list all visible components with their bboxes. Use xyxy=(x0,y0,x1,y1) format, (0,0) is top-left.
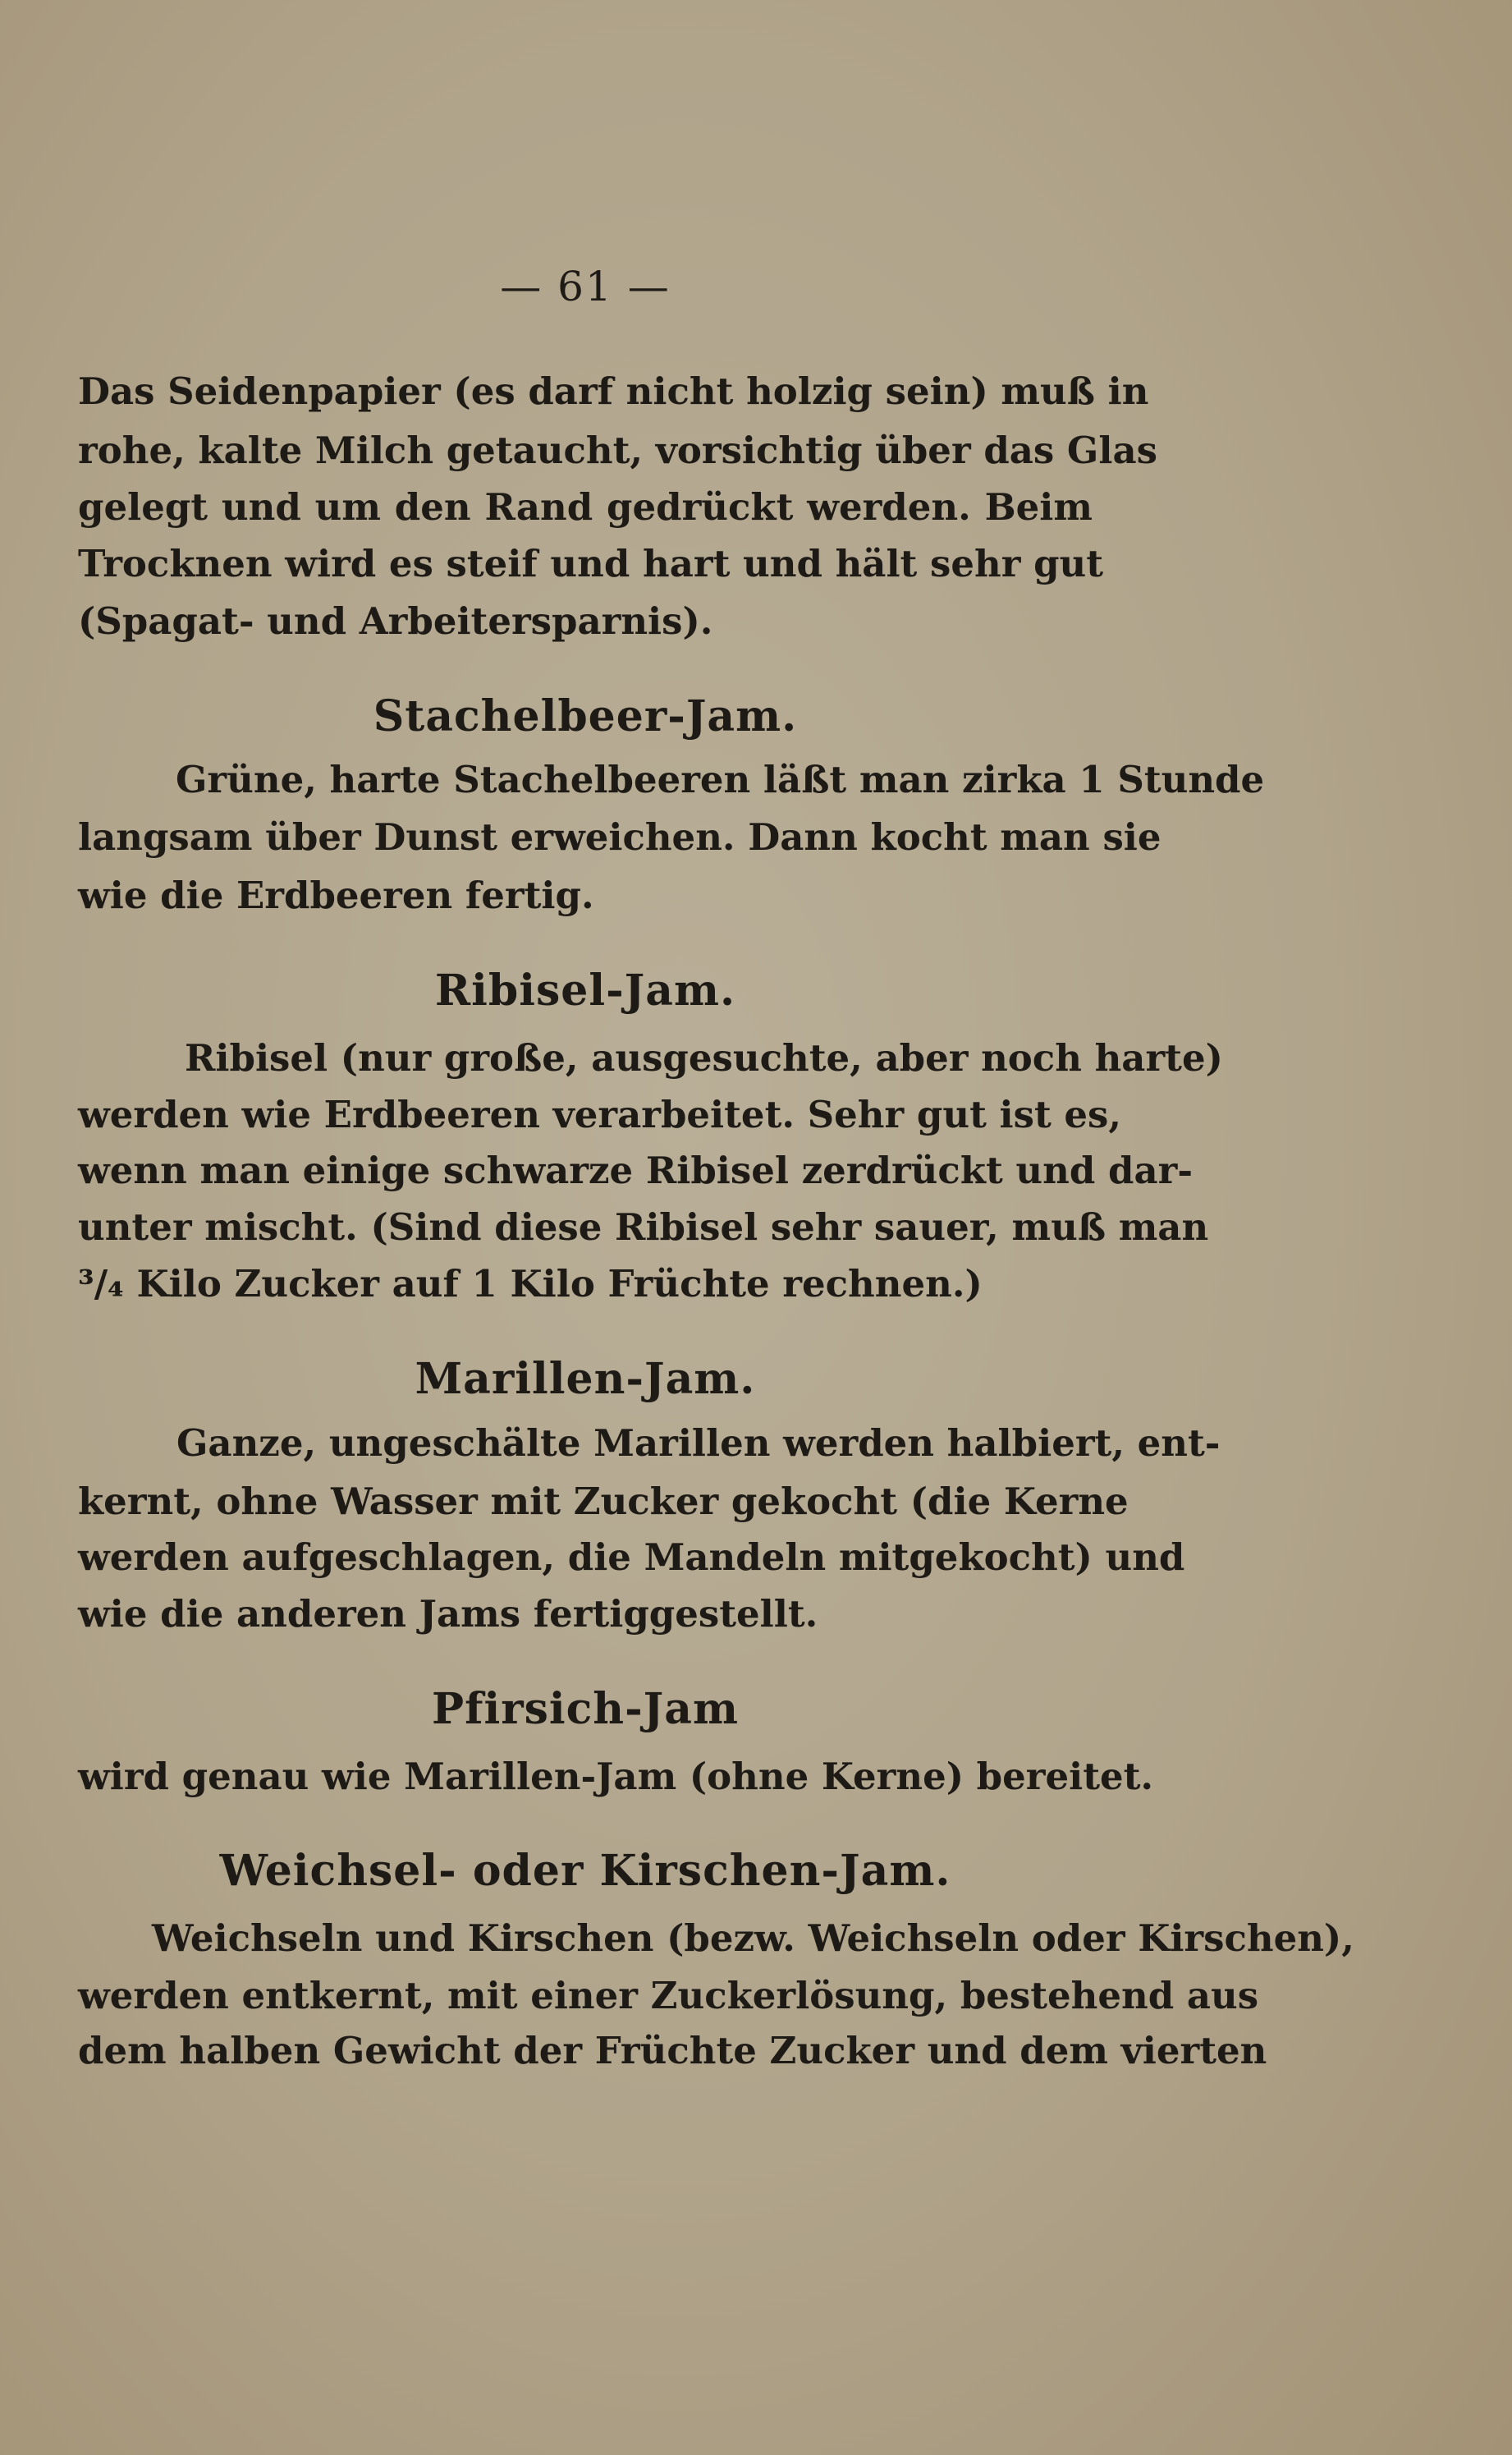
text-line: dem halben Gewicht der Früchte Zucker und dem vierten xyxy=(78,2029,1267,2072)
section-heading: Stachelbeer-Jam. xyxy=(373,691,798,741)
text-line: ³/₄ Kilo Zucker auf 1 Kilo Früchte rechnen.) xyxy=(78,1262,983,1306)
text-line: Grüne, harte Stachelbeeren läßt man zirka 1 Stunde xyxy=(176,758,1265,801)
text-line: (Spagat- und Arbeitersparnis). xyxy=(78,599,713,643)
section-heading: Ribisel-Jam. xyxy=(434,966,736,1016)
text-line: Ribisel (nur große, ausgesuchte, aber noch harte) xyxy=(185,1036,1223,1080)
text-line: kernt, ohne Wasser mit Zucker gekocht (die Kerne xyxy=(78,1480,1129,1523)
page-number: — 61 — xyxy=(500,263,671,310)
text-line: wenn man einige schwarze Ribisel zerdrückt und dar- xyxy=(78,1149,1193,1192)
text-line: gelegt und um den Rand gedrückt werden. Beim xyxy=(78,485,1093,529)
text-line: werden aufgeschlagen, die Mandeln mitgekocht) und xyxy=(78,1535,1185,1579)
text-line: wie die Erdbeeren fertig. xyxy=(78,874,594,917)
text-line: Ganze, ungeschälte Marillen werden halbiert, ent- xyxy=(176,1421,1221,1465)
text-line: rohe, kalte Milch getaucht, vorsichtig über das Glas xyxy=(78,429,1157,472)
text-line: wie die anderen Jams fertiggestellt. xyxy=(78,1592,818,1636)
text-line: unter mischt. (Sind diese Ribisel sehr sauer, muß man xyxy=(78,1205,1209,1249)
text-line: werden wie Erdbeeren verarbeitet. Sehr gut ist es, xyxy=(78,1093,1122,1136)
text-line: langsam über Dunst erweichen. Dann kocht man sie xyxy=(78,815,1161,859)
section-heading: Weichsel- oder Kirschen-Jam. xyxy=(219,1846,951,1896)
text-line: Das Seidenpapier (es darf nicht holzig sein) muß in xyxy=(78,369,1149,413)
text-line: Weichseln und Kirschen (bezw. Weichseln oder Kirschen), xyxy=(152,1916,1354,1960)
section-heading: Marillen-Jam. xyxy=(415,1354,756,1404)
text-line: werden entkernt, mit einer Zuckerlösung, bestehend aus xyxy=(78,1974,1259,2017)
text-line: wird genau wie Marillen-Jam (ohne Kerne) bereitet. xyxy=(78,1755,1154,1798)
text-line: Trocknen wird es steif und hart und hält sehr gut xyxy=(78,542,1104,585)
section-heading: Pfirsich-Jam xyxy=(431,1684,740,1734)
